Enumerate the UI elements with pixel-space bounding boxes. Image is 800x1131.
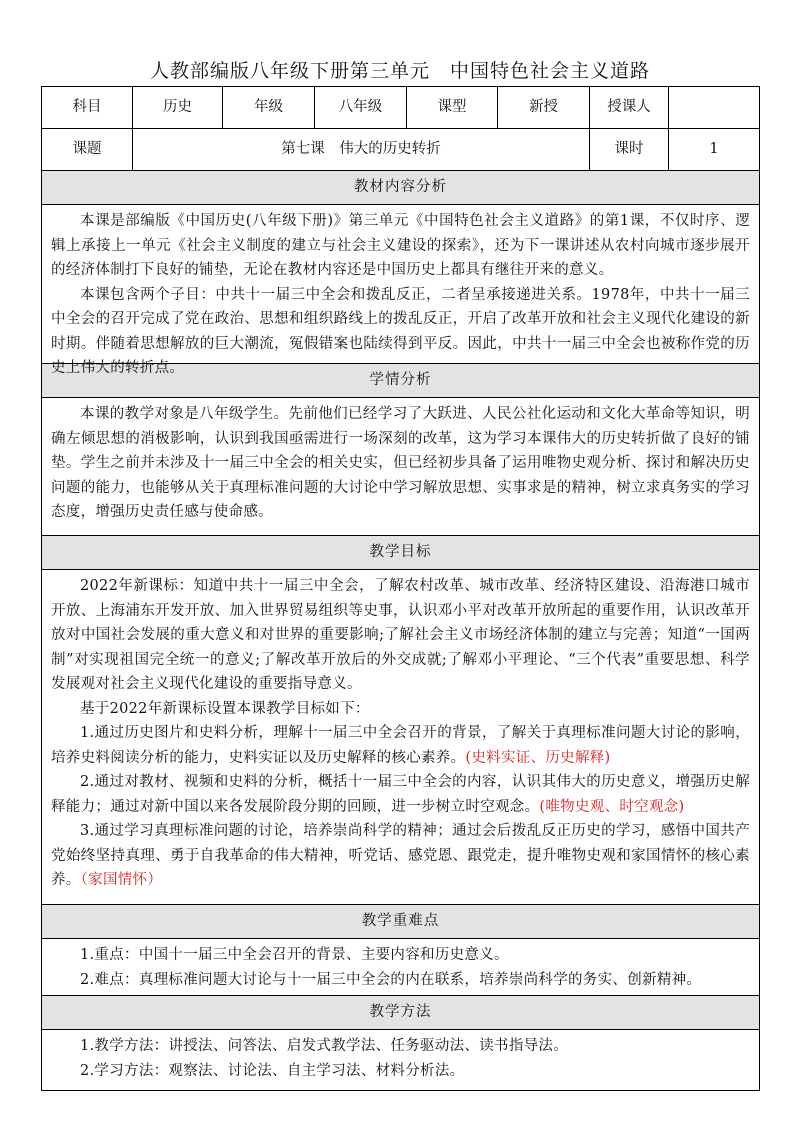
paragraph: 本课的教学对象是八年级学生。先前他们已经学习了大跃进、人民公社化运动和文化大革命等知识，明确左倾思想的消极影响，认识到我国亟需进行一场深刻的改革，这为学习本课伟大的历史转折做了良好的铺垫。学生之前并未涉及十一届三中全会的相关史实，但已经初步具备了运用唯物史观分析、探讨和解决历史问题的能力，也能够从关于真理标准问题的大讨论中学习解放思想、实事求是的精神，树立求真务实的学习态度，增强历史责任感与使命感。 xyxy=(51,406,750,520)
subject-value: 历史 xyxy=(133,87,223,129)
section-body xyxy=(42,939,760,996)
topic-label: 课题 xyxy=(42,129,133,171)
goal-item xyxy=(51,770,750,819)
key-points-body xyxy=(42,939,760,996)
goal-literacy-tag: (史料实证、历史解释) xyxy=(465,749,611,766)
hours-value: 1 xyxy=(669,129,760,171)
goal-text: 2.通过对教材、视频和史料的分析，概括十一届三中全会的内容，认识其伟大的历史意义，增强历史解释能力；通过对新中国以来各发展阶段分期的回顾，进一步树立时空观念。 xyxy=(51,774,750,815)
goal-literacy-tag: （家国情怀） xyxy=(80,872,163,888)
lesson-type-label: 课型 xyxy=(407,87,498,129)
grade-label: 年级 xyxy=(223,87,315,129)
content-analysis-body xyxy=(42,205,760,376)
teacher-value xyxy=(669,87,760,129)
hours-label: 课时 xyxy=(590,129,669,171)
section-header xyxy=(42,996,760,1030)
section-body xyxy=(42,1030,760,1091)
student-analysis-body xyxy=(42,398,760,536)
paragraph: 基于2022年新课标设置本课教学目标如下： xyxy=(80,700,370,717)
goal-item xyxy=(51,721,750,770)
paragraph: 1.重点：中国十一届三中全会召开的背景、主要内容和历史意义。 xyxy=(80,947,509,963)
key-points-heading: 教学重难点 xyxy=(42,905,760,939)
subject-label: 科目 xyxy=(42,87,133,129)
section-header xyxy=(42,536,760,570)
goal-text: 3.通过学习真理标准问题的讨论，培养崇尚科学的精神；通过会后拨乱反正历史的学习，感悟中国共产党始终坚持真理、勇于自我革命的伟大精神，听党话、感党恩、跟党走，提升唯物史观和家国情怀的核心素养。 xyxy=(51,823,750,888)
topic-value: 第七课 伟大的历史转折 xyxy=(133,129,590,171)
teacher-label: 授课人 xyxy=(590,87,669,129)
goal-item xyxy=(51,819,750,893)
section-header xyxy=(42,905,760,939)
paragraph: 2.难点：真理标准问题大讨论与十一届三中全会的内在联系，培养崇尚科学的务实、创新精神。 xyxy=(80,971,702,988)
section-body xyxy=(42,205,760,364)
section-header xyxy=(42,171,760,205)
section-body xyxy=(42,398,760,536)
goal-text: 1.通过历史图片和史料分析，理解十一届三中全会召开的背景，了解关于真理标准问题大讨论的影响，培养史料阅读分析的能力，史料实证以及历史解释的核心素养。 xyxy=(51,725,750,766)
goals-body xyxy=(42,570,760,905)
info-row xyxy=(42,87,760,129)
grade-value: 八年级 xyxy=(315,87,407,129)
paragraph: 1.教学方法：讲授法、问答法、启发式教学法、任务驱动法、读书指导法。 xyxy=(80,1038,569,1054)
methods-heading: 教学方法 xyxy=(42,996,760,1030)
paragraph: 本课是部编版《中国历史(八年级下册)》第三单元《中国特色社会主义道路》的第1课，不仅时序、逻辑上承接上一单元《社会主义制度的建立与社会主义建设的探索》，还为下一课讲述从农村向城市逐步展开的经济体制打下良好的铺垫，无论在教材内容还是中国历史上都具有继往开来的意义。 xyxy=(51,213,750,278)
section-body xyxy=(42,570,760,905)
lesson-plan-table xyxy=(41,86,760,1091)
lesson-type-value: 新授 xyxy=(498,87,590,129)
goal-literacy-tag: (唯物史观、时空观念) xyxy=(539,798,685,815)
document-title: 人教部编版八年级下册第三单元 中国特色社会主义道路 xyxy=(149,60,650,82)
paragraph: 本课包含两个子目：中共十一届三中全会和拨乱反正，二者呈承接递进关系。1978年，中共十一届三中全会的召开完成了党在政治、思想和组织路线上的拨乱反正，开启了改革开放和社会主义现代化建设的新时期。伴随着思想解放的巨大潮流，冤假错案也陆续得到平反。因此，中共十一届三中全会也被称作党的历史上伟大的转折点。 xyxy=(51,286,750,376)
content-analysis-heading: 教材内容分析 xyxy=(42,171,760,205)
topic-row xyxy=(42,129,760,171)
paragraph: 2.学习方法：观察法、讨论法、自主学习法、材料分析法。 xyxy=(80,1062,465,1079)
goals-heading: 教学目标 xyxy=(42,536,760,570)
paragraph: 2022年新课标：知道中共十一届三中全会，了解农村改革、城市改革、经济特区建设、沿海港口城市开放、上海浦东开发开放、加入世界贸易组织等史事，认识邓小平对改革开放所起的重要作用，认识改革开放对中国社会发展的重大意义和对世界的重要影响;了解社会主义市场经济体制的建立与完善；知道“一国两制”对实现祖国完全统一的意义;了解改革开放后的外交成就;了解邓小平理论、“三个代表”重要思想、科学发展观对社会主义现代化建设的重要指导意义。 xyxy=(51,578,750,692)
methods-body xyxy=(42,1030,760,1091)
student-analysis-heading: 学情分析 xyxy=(42,364,760,398)
